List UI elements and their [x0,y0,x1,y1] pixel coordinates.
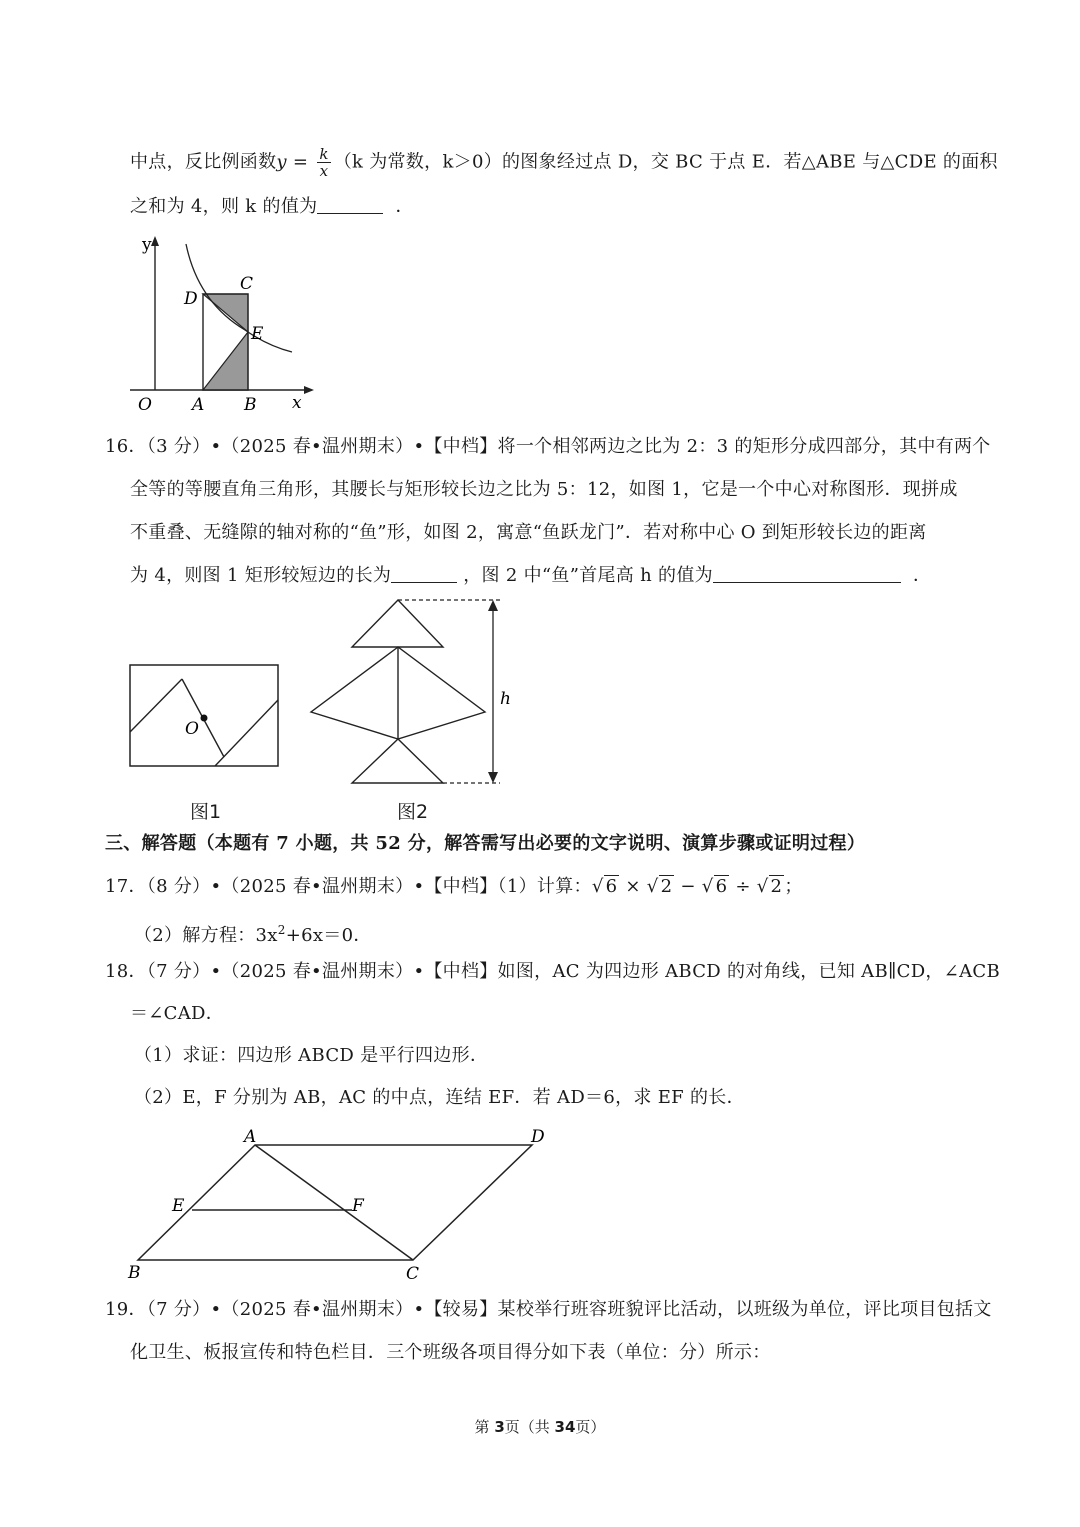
label-F: F [352,1196,364,1216]
page-footer: 第 3页（共 34页） [474,1418,606,1436]
section-3-heading: 三、解答题（本题有 7 小题，共 52 分，解答需写出必要的文字说明、演算步骤或证明过程） [105,833,866,854]
q17-line-1: 17．（8 分）•（2025 春•温州期末）•【中档】（1）计算：√ 6 × √ 2 − √ 6 ÷ √ 2 ； [105,876,803,897]
q18-figure [120,1122,560,1287]
q18-line-1: 18．（7 分）•（2025 春•温州期末）•【中档】如图，AC 为四边形 ABCD 的对角线，已知 AB∥CD，∠ACB [105,961,1001,982]
label-A: A [244,1127,257,1147]
sqrt-2: √ 2 [646,876,673,897]
q16-line-3: 不重叠、无缝隙的轴对称的“鱼”形，如图 2，寓意“鱼跃龙门”．若对称中心 O 到矩形较长边的距离 [130,522,927,543]
label-A: A [192,395,205,415]
q17-line-2: （2）解方程：$3x^2+6x=0$． [134,923,372,946]
label-y: y [142,235,152,255]
caption-fig-1: 图1 [190,801,222,823]
q18-line-3: （1）求证：四边形 ABCD 是平行四边形． [134,1045,489,1066]
q15-figure [120,232,320,417]
q16-line-2: 全等的等腰直角三角形，其腰长与矩形较长边之比为 5：12，如图 1，它是一个中心对称图形．现拼成 [130,479,958,500]
label-B: B [128,1263,141,1283]
q18-line-2: ＝∠CAD． [130,1003,225,1024]
sqrt-6: √ 6 [591,876,618,897]
sqrt-6b: √ 6 [701,876,728,897]
label-B: B [244,395,257,415]
label-E: E [172,1196,185,1216]
label-C: C [240,274,254,294]
label-E: E [251,324,264,344]
label-D: D [184,289,198,309]
q15-line-1: 中点，反比例函数y = $\frac{k}{x}$ （k 为常数，k＞0）的图象经过点 D，交 BC 于点 E．若△ABE 与△CDE 的面积 [130,145,998,180]
label-D: D [531,1127,545,1147]
q16-line-1: 16．（3 分）•（2025 春•温州期末）•【中档】将一个相邻两边之比为 2：3 的矩形分成四部分，其中有两个 [105,436,991,457]
q16-figure-2 [305,592,520,792]
q16-figure-1 [125,660,285,775]
q16-line-4: 为 4，则图 1 矩形较短边的长为 ，图 2 中“鱼”首尾高 h 的值为 ． [130,565,932,586]
answer-blank [317,195,383,214]
label-O: O [185,719,199,739]
label-h: h [500,689,511,709]
answer-blank-2 [713,564,901,583]
q19-line-2: 化卫生、板报宣传和特色栏目．三个班级各项目得分如下表（单位：分）所示： [130,1342,771,1363]
label-O: O [138,395,152,415]
label-C: C [406,1264,420,1284]
caption-fig-2: 图2 [397,801,429,823]
q15-line-2: 之和为 4，则 k 的值为 ． [130,196,414,217]
answer-blank-1 [391,564,457,583]
fraction-k-over-x: $\frac{k}{x}$ [319,145,329,180]
label-x: x [292,393,302,413]
q18-line-4: （2）E，F 分别为 AB，AC 的中点，连结 EF．若 AD＝6，求 EF 的长． [134,1087,745,1108]
sqrt-2b: √ 2 [756,876,783,897]
q19-line-1: 19．（7 分）•（2025 春•温州期末）•【较易】某校举行班容班貌评比活动，以班级为单位，评比项目包括文 [105,1299,992,1320]
